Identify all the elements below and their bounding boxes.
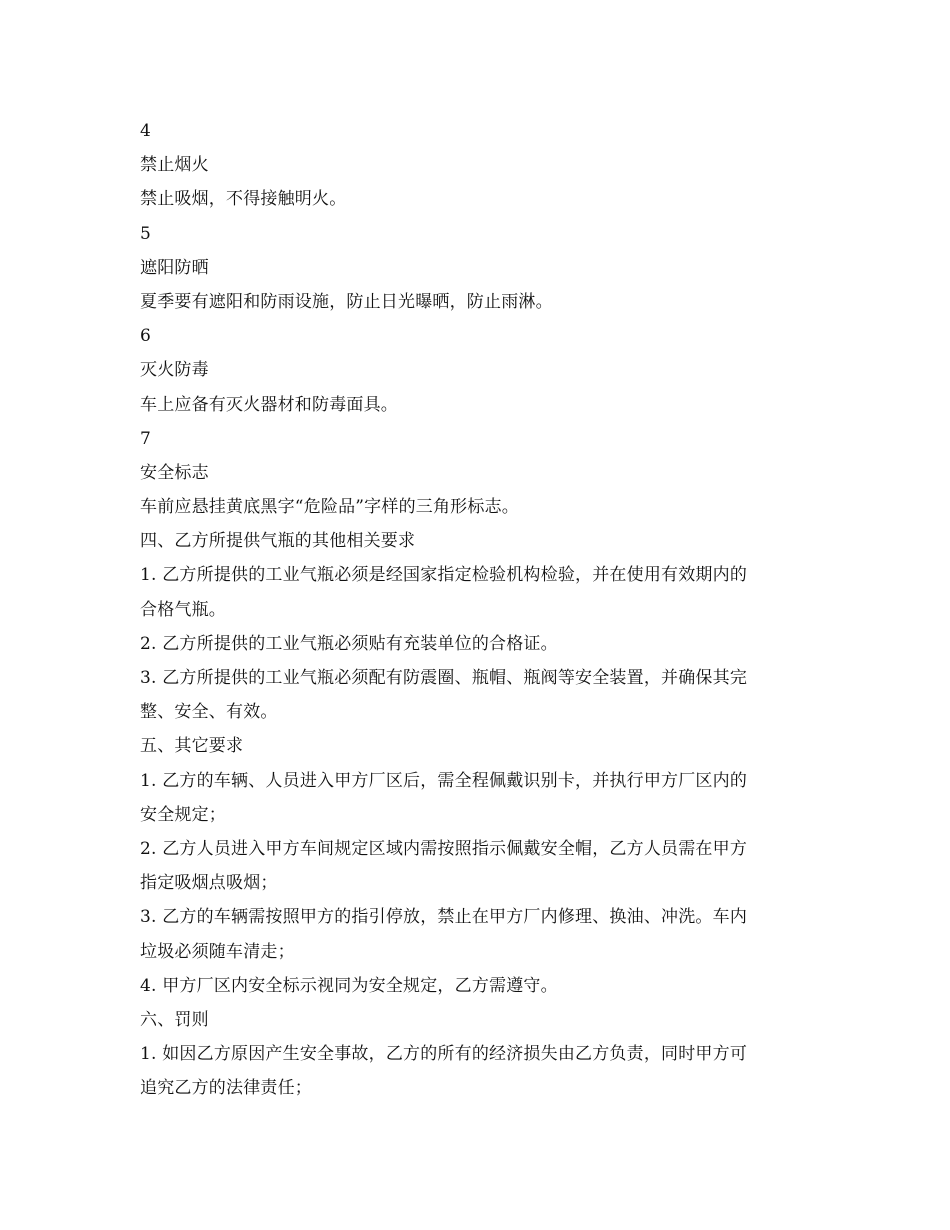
clause-text: 安全规定； [140,804,226,825]
clause-text: 1. 乙方所提供的工业气瓶必须是经国家指定检验机构检验，并在使用有效期内的 [140,565,748,586]
item-description: 车前应悬挂黄底黑字“危险品”字样的三角形标志。 [140,497,519,518]
item-description: 夏季要有遮阳和防雨设施，防止日光曝晒，防止雨淋。 [140,291,553,312]
section-heading: 六、罚则 [140,1009,209,1030]
clause-text: 1. 乙方的车辆、人员进入甲方厂区后，需全程佩戴识别卡，并执行甲方厂区内的 [140,770,748,791]
item-number: 6 [140,326,152,347]
clause-text: 合格气瓶。 [140,599,226,620]
item-title: 安全标志 [140,462,209,483]
clause-text: 追究乙方的法律责任； [140,1078,312,1099]
clause-text: 2. 乙方人员进入甲方车间规定区域内需按照指示佩戴安全帽，乙方人员需在甲方 [140,838,748,859]
clause-text: 垃圾必须随车清走； [140,941,295,962]
clause-text: 4. 甲方厂区内安全标示视同为安全规定，乙方需遵守。 [140,975,558,996]
document-page [140,114,820,1105]
item-description: 禁止吸烟，不得接触明火。 [140,189,347,210]
clause-text: 3. 乙方所提供的工业气瓶必须配有防震圈、瓶帽、瓶阀等安全装置，并确保其完 [140,668,748,688]
clause-text: 整、安全、有效。 [140,702,278,723]
item-number: 7 [140,428,152,449]
item-description: 车上应备有灭火器材和防毒面具。 [140,394,398,415]
clause-text: 3. 乙方的车辆需按照甲方的指引停放，禁止在甲方厂内修理、换油、冲洗。车内 [140,907,748,928]
item-number: 5 [140,223,152,244]
item-title: 遮阳防晒 [140,257,209,278]
section-heading: 五、其它要求 [140,736,244,757]
clause-text: 1. 如因乙方原因产生安全事故，乙方的所有的经济损失由乙方负责，同时甲方可 [140,1044,748,1065]
item-title: 灭火防毒 [140,360,209,381]
clause-text: 2. 乙方所提供的工业气瓶必须贴有充装单位的合格证。 [140,633,558,654]
item-title: 禁止烟火 [140,155,209,176]
item-number: 4 [140,121,152,141]
clause-text: 指定吸烟点吸烟； [140,873,278,894]
section-heading: 四、乙方所提供气瓶的其他相关要求 [140,531,416,552]
